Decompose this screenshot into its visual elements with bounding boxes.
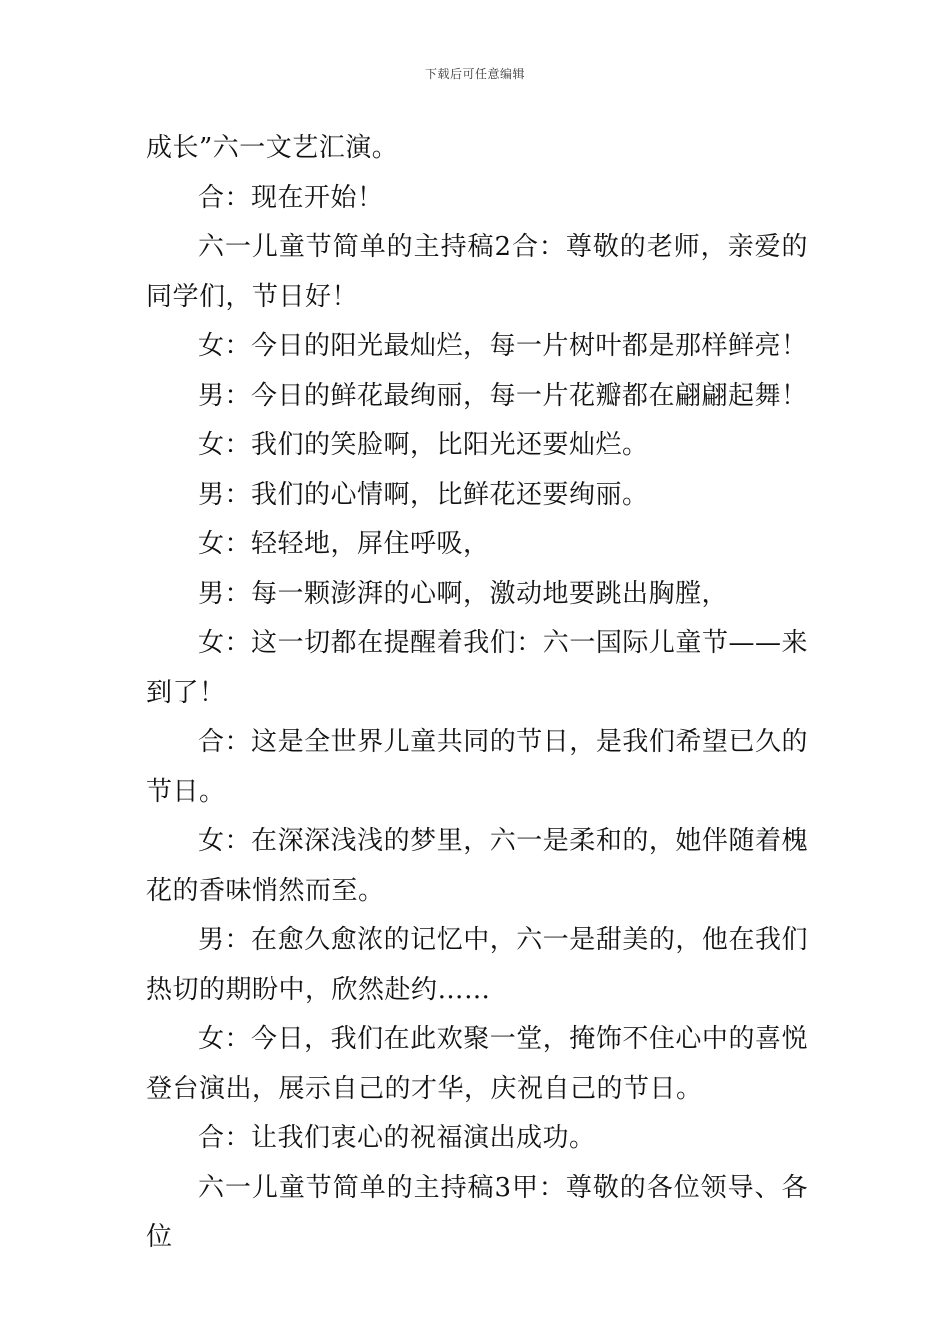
paragraph: 女：这一切都在提醒着我们：六一国际儿童节——来到了！ (146, 628, 808, 708)
paragraph: 女：轻轻地，屏住呼吸， (198, 529, 490, 559)
paragraph: 女：今日的阳光最灿烂，每一片树叶都是那样鲜亮！ (198, 331, 808, 361)
paragraph: 六一儿童节简单的主持稿2合：尊敬的老师，亲爱的同学们，节日好！ (146, 232, 808, 312)
document-body (146, 124, 808, 1263)
page-header: 下载后可任意编辑 (424, 67, 525, 81)
paragraph: 合：让我们衷心的祝福演出成功。 (198, 1123, 596, 1153)
paragraph: 女：我们的笑脸啊，比阳光还要灿烂。 (198, 430, 649, 460)
paragraph: 女：今日，我们在此欢聚一堂，掩饰不住心中的喜悦登台演出，展示自己的才华，庆祝自己的节日。 (146, 1024, 808, 1104)
paragraph: 男：我们的心情啊，比鲜花还要绚丽。 (198, 479, 649, 510)
paragraph: 合：现在开始！ (198, 182, 384, 213)
paragraph: 男：今日的鲜花最绚丽，每一片花瓣都在翩翩起舞！ (198, 380, 808, 411)
paragraph: 女：在深深浅浅的梦里，六一是柔和的，她伴随着槐花的香味悄然而至。 (146, 826, 808, 906)
paragraph: 六一儿童节简单的主持稿3甲：尊敬的各位领导、各位 (146, 1172, 808, 1252)
paragraph: 成长”六一文艺汇演。 (146, 133, 399, 163)
paragraph: 男：在愈久愈浓的记忆中，六一是甜美的，他在我们热切的期盼中，欣然赴约…… (146, 925, 808, 1005)
paragraph: 男：每一颗澎湃的心啊，激动地要跳出胸膛， (198, 578, 729, 609)
paragraph: 合：这是全世界儿童共同的节日，是我们希望已久的节日。 (146, 727, 808, 807)
